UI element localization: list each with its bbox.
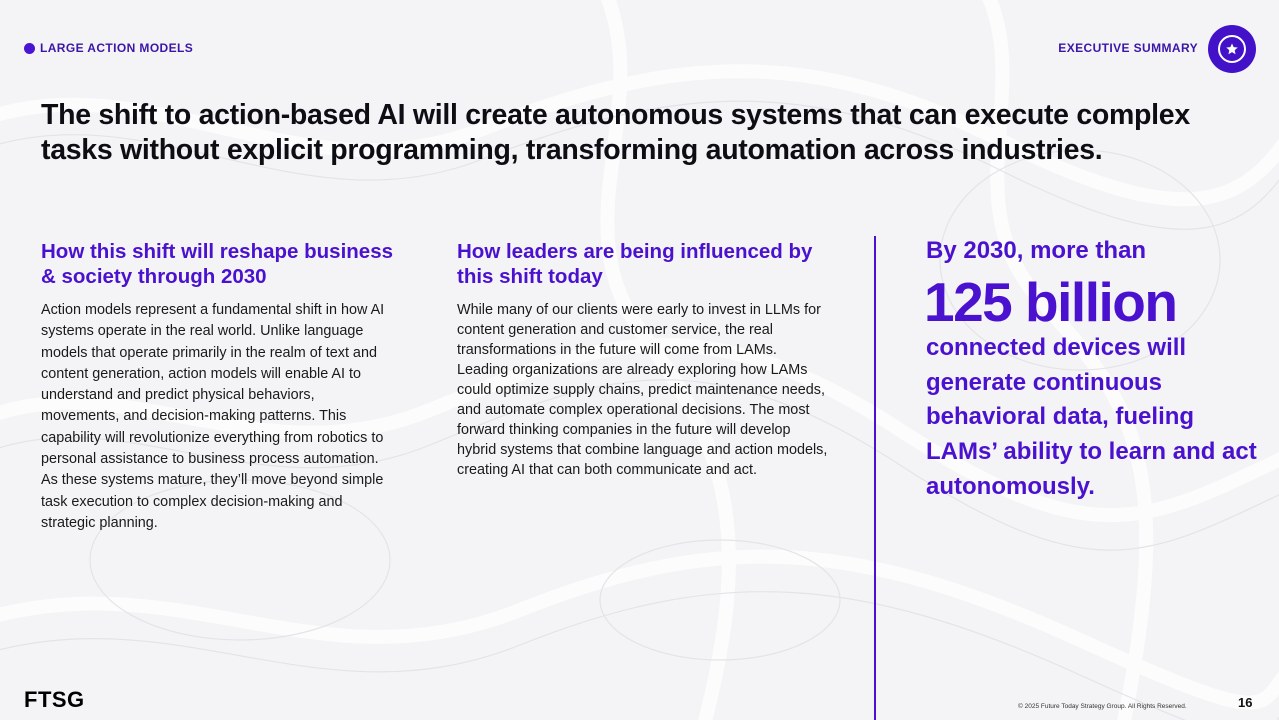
executive-summary-label: EXECUTIVE SUMMARY	[1058, 41, 1198, 55]
ftsg-logo: FTSG	[24, 687, 85, 712]
page-number: 16	[1238, 695, 1253, 710]
star-icon	[1218, 35, 1246, 63]
column-1-heading: How this shift will reshape business & society through 2030	[41, 240, 393, 288]
column-2-body: While many of our clients were early to invest in LLMs for content generation and customer service, the real transformations in the future will come from LAMs. Leading organizations are already exploring how LAMs could optimize supply chains, predict maintenance needs, and automate complex operational decisions. The most forward thinking companies in the future will develop hybrid systems that combine language and action models, creating AI that can both communicate and act.	[457, 302, 828, 478]
bullet-dot-icon	[24, 43, 35, 54]
stat-number: 125 billion	[924, 271, 1177, 333]
headline: The shift to action-based AI will create autonomous systems that can execute complex tasks without explicit programming, transforming automation across industries.	[41, 99, 1190, 166]
column-1-body: Action models represent a fundamental shift in how AI systems operate in the real world. Unlike language models that operate primarily in the realm of text and content generation, action models will enable AI to understand and predict physical behaviors, movements, and decision-making patterns. This capability will revolutionize everything from robotics to personal assistance to business process automation. As these systems mature, they’ll move beyond simple task execution to complex decision-making and strategic planning.	[41, 302, 385, 531]
column-2-heading: How leaders are being influenced by this shift today	[457, 240, 813, 288]
stat-text: connected devices will generate continuous behavioral data, fueling LAMs’ ability to learn and act autonomously.	[926, 334, 1257, 500]
section-label	[24, 41, 193, 55]
copyright: © 2025 Future Today Strategy Group. All Rights Reserved.	[1018, 703, 1187, 710]
stat-intro: By 2030, more than	[926, 237, 1147, 264]
star-badge	[1208, 25, 1256, 73]
section-label-text: LARGE ACTION MODELS	[40, 41, 194, 55]
vertical-divider	[874, 236, 876, 720]
